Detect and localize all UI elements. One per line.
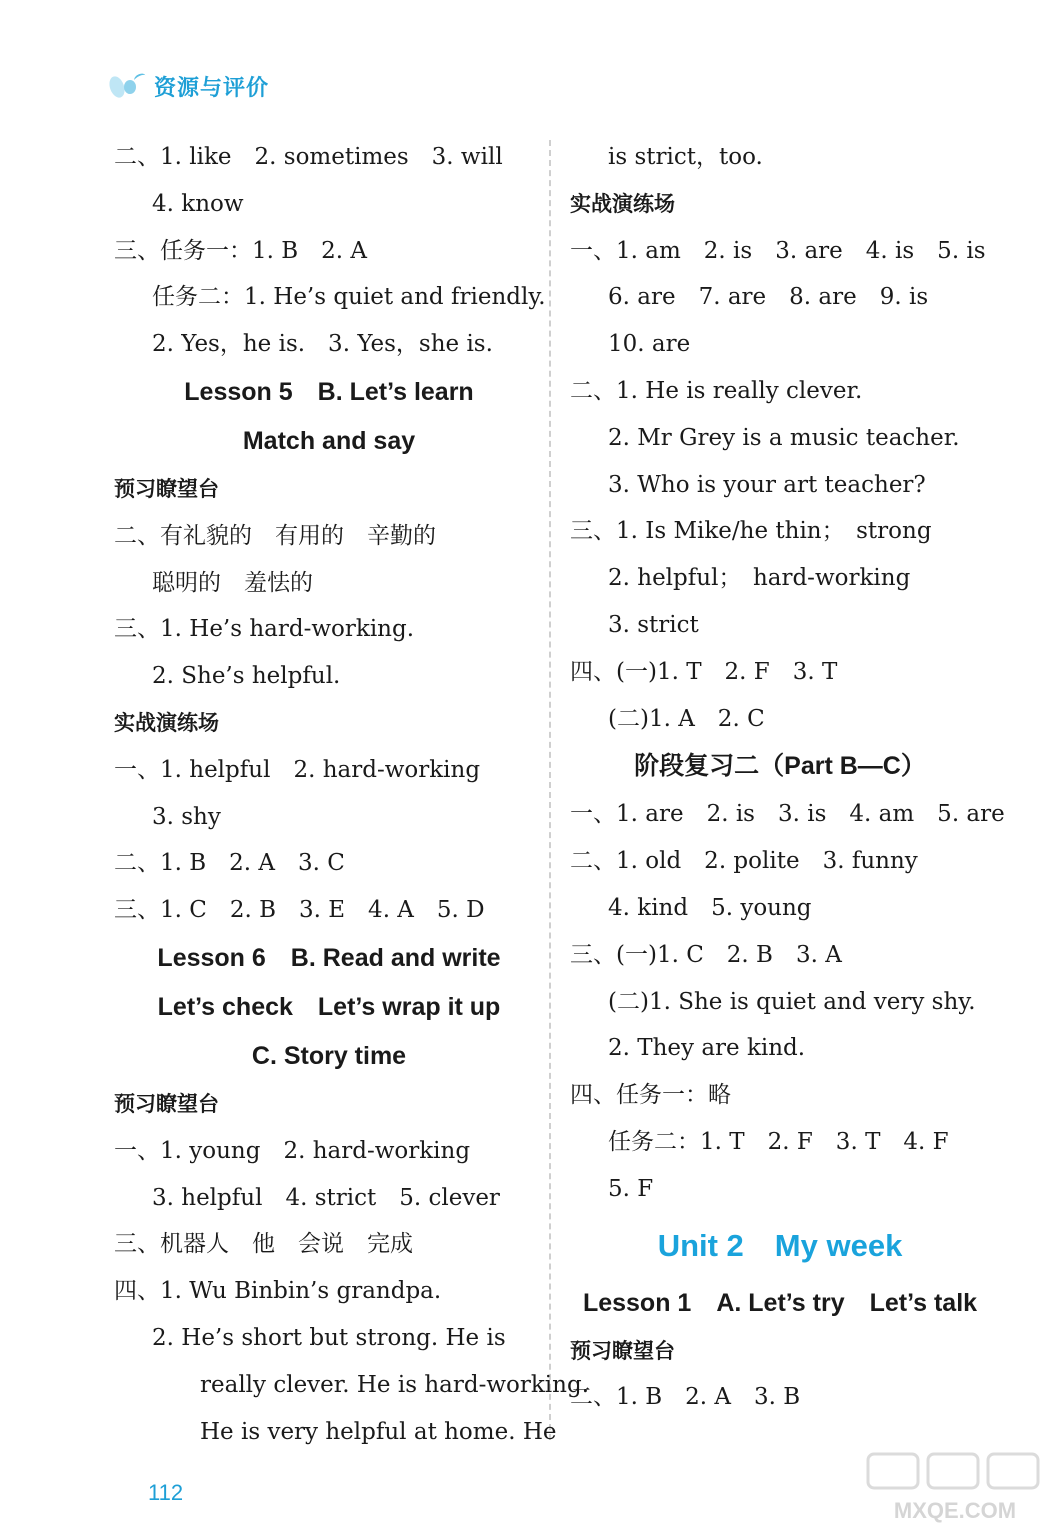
- lesson-heading: Lesson 6 B. Read and write: [157, 943, 501, 972]
- answer-line: 三、1. He’s hard-working.: [114, 616, 415, 643]
- answer-line: 二、1. He is really clever.: [570, 377, 863, 404]
- header-title: 资源与评价: [154, 75, 270, 101]
- answer-line: 聪明的 羞怯的: [152, 569, 313, 596]
- answer-line: 2. Mr Grey is a music teacher.: [608, 424, 960, 451]
- answer-line: 三、1. Is Mike/he thin； strong: [570, 518, 932, 545]
- answer-line: 10. are: [608, 331, 691, 358]
- answer-line: 6. are 7. are 8. are 9. is: [608, 284, 929, 311]
- answer-line: 二、有礼貌的 有用的 辛勤的: [114, 522, 436, 549]
- answer-line: 三、任务一：1. B 2. A: [114, 237, 368, 264]
- answer-line: (二)1. She is quiet and very shy.: [608, 988, 976, 1015]
- unit-heading: Unit 2 My week: [657, 1227, 903, 1263]
- section-label: 预习瞭望台: [114, 1091, 219, 1116]
- answer-line: 四、任务一：略: [570, 1082, 731, 1109]
- page-header: [108, 66, 269, 106]
- answer-line: 一、1. are 2. is 3. is 4. am 5. are: [570, 801, 1005, 828]
- answer-line: 一、1. am 2. is 3. are 4. is 5. is: [570, 237, 986, 264]
- section-label: 实战演练场: [114, 710, 219, 735]
- section-label: 实战演练场: [570, 191, 675, 216]
- answer-line: 二、1. old 2. polite 3. funny: [570, 848, 918, 875]
- answer-line: 4. kind 5. young: [608, 894, 812, 921]
- answer-line: 5. F: [608, 1175, 654, 1202]
- answer-line: 三、机器人 他 会说 完成: [114, 1231, 413, 1258]
- answer-line: 四、1. Wu Binbin’s grandpa.: [114, 1278, 442, 1305]
- page-number: 112: [148, 1480, 184, 1505]
- answer-line: is strict，too.: [608, 144, 763, 170]
- answer-line: 2. He’s short but strong. He is: [152, 1324, 506, 1351]
- right-column: [570, 134, 1005, 1421]
- answer-line: 三、(一)1. C 2. B 3. A: [570, 941, 842, 968]
- column-divider: [549, 140, 551, 1440]
- answer-line: 4. know: [152, 190, 244, 217]
- lesson-heading: Let’s check Let’s wrap it up: [157, 992, 501, 1021]
- answer-line: 任务二：1. T 2. F 3. T 4. F: [608, 1128, 949, 1155]
- answer-line: 一、1. helpful 2. hard-working: [114, 756, 481, 783]
- answer-line: 二、1. like 2. sometimes 3. will: [114, 144, 503, 170]
- answer-line: 2. helpful； hard-working: [608, 565, 911, 592]
- answer-line: 3. helpful 4. strict 5. clever: [152, 1184, 500, 1211]
- section-label: 预习瞭望台: [570, 1338, 675, 1363]
- answer-line: 二、1. B 2. A 3. C: [114, 850, 345, 877]
- answer-line: 一、1. young 2. hard-working: [114, 1137, 471, 1164]
- answer-line: 二、1. B 2. A 3. B: [570, 1384, 801, 1411]
- lesson-heading: Match and say: [242, 426, 416, 455]
- answer-line: really clever. He is hard-working.: [200, 1371, 590, 1398]
- answer-line: 3. Who is your art teacher?: [608, 471, 926, 498]
- lesson-heading: C. Story time: [251, 1041, 407, 1070]
- answer-line: 3. strict: [608, 611, 699, 638]
- answer-line: 任务二：1. He’s quiet and friendly.: [152, 284, 546, 311]
- answer-line: 2. They are kind.: [608, 1035, 806, 1062]
- answer-line: (二)1. A 2. C: [608, 705, 765, 732]
- lesson-heading: Lesson 5 B. Let’s learn: [184, 377, 474, 406]
- lesson-heading: Lesson 1 A. Let’s try Let’s talk: [582, 1288, 978, 1317]
- leaf-logo-icon: [108, 70, 148, 102]
- answer-line: 2. Yes，he is. 3. Yes，she is.: [152, 331, 493, 358]
- answer-line: 四、(一)1. T 2. F 3. T: [570, 658, 838, 685]
- answer-line: 2. She’s helpful.: [152, 663, 341, 690]
- answer-line: 3. shy: [152, 803, 221, 830]
- lesson-heading: 阶段复习二（Part B—C）: [634, 752, 926, 781]
- left-column: [114, 134, 590, 1455]
- section-label: 预习瞭望台: [114, 476, 219, 501]
- answer-line: 三、1. C 2. B 3. E 4. A 5. D: [114, 897, 485, 924]
- watermark-logo: [860, 1448, 1050, 1528]
- watermark-text: MXQE.COM: [893, 1498, 1017, 1523]
- answer-line: He is very helpful at home. He: [200, 1418, 557, 1445]
